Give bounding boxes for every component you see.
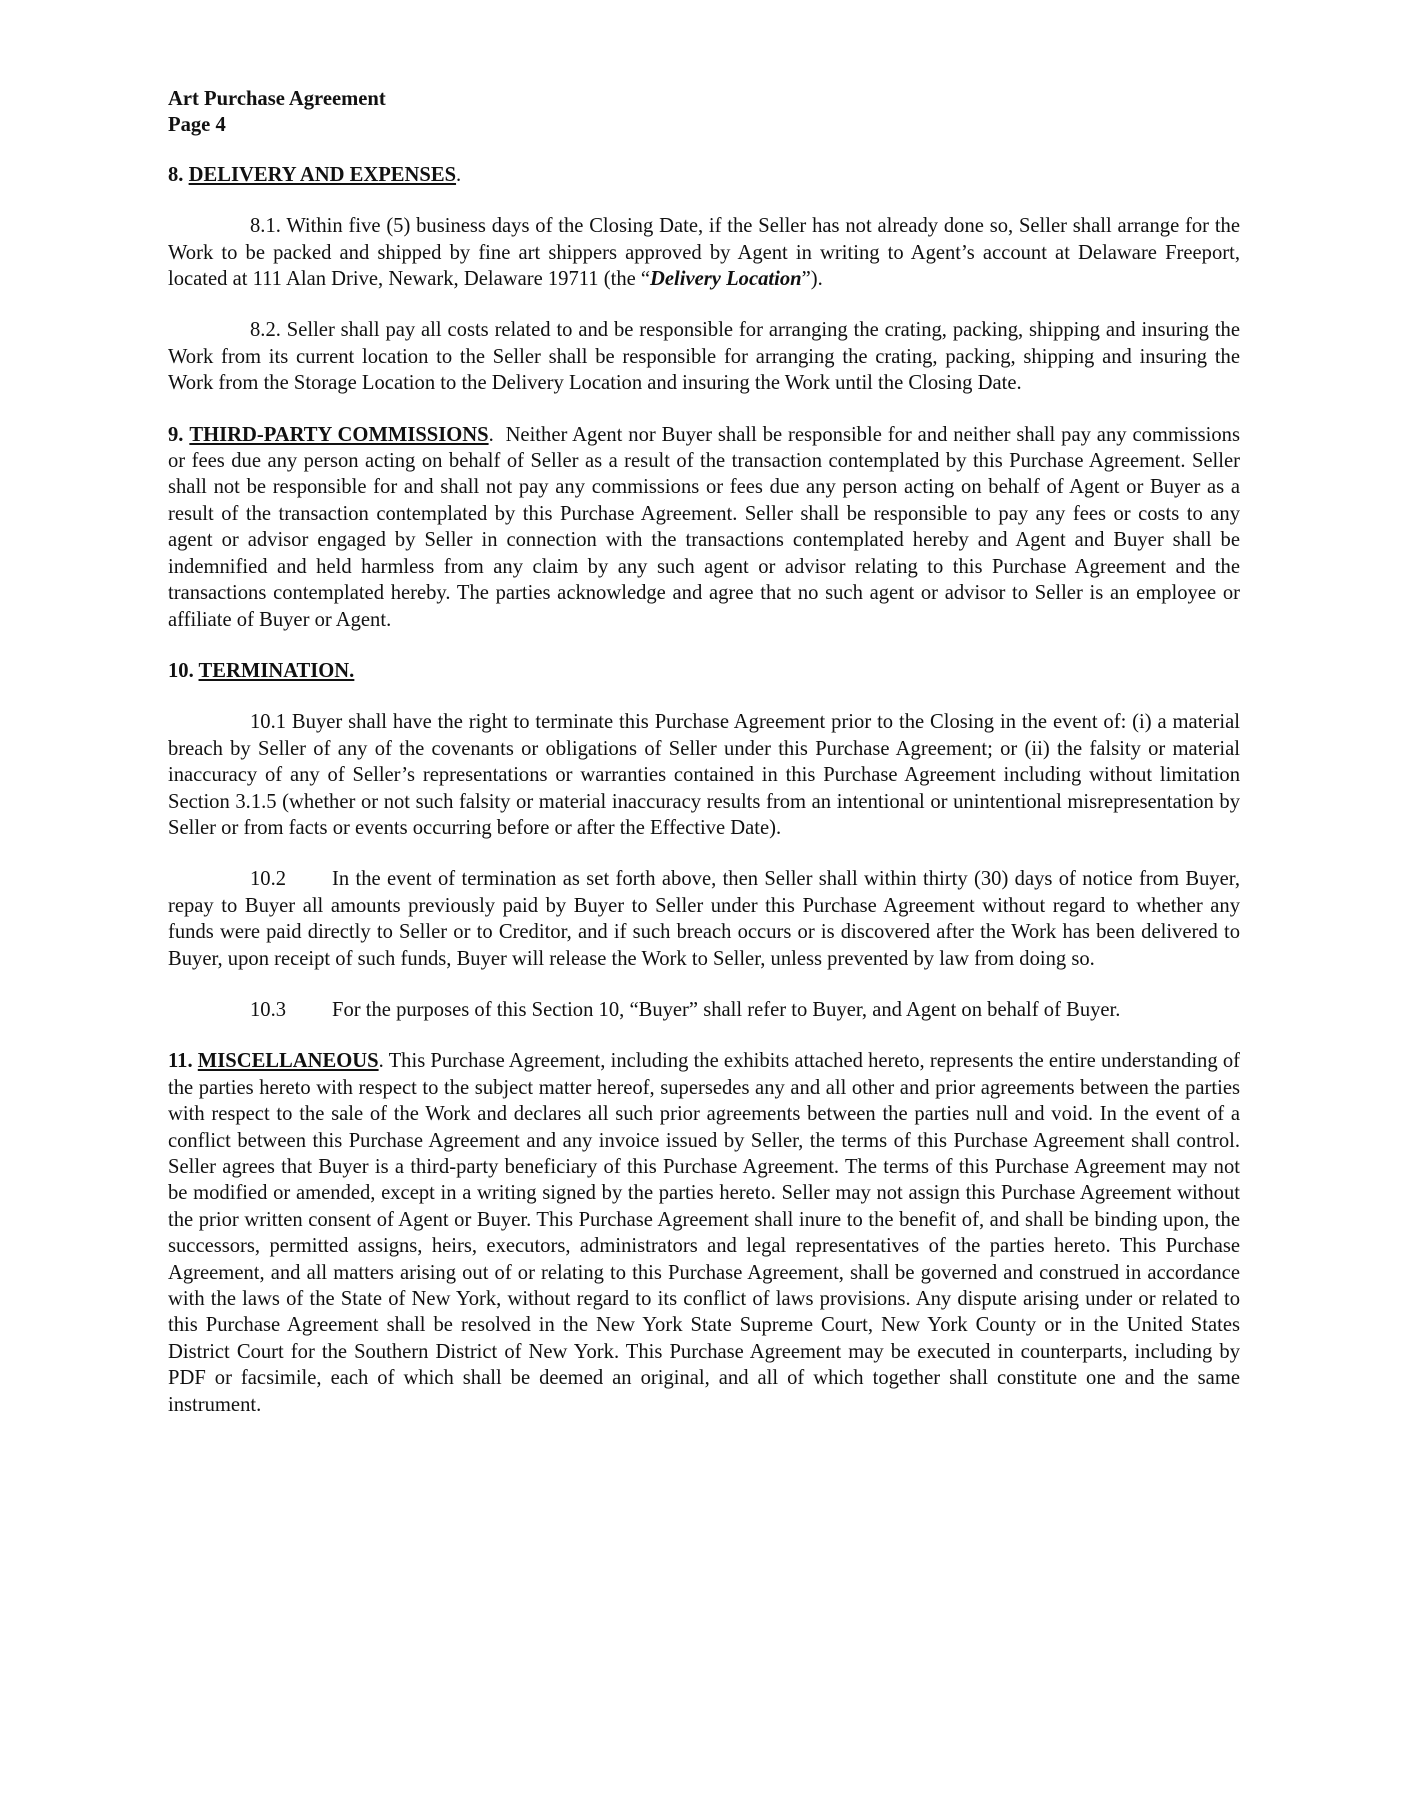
paragraph-8-1-end: ”). [801,268,823,291]
paragraph-10-2-number: 10.2 [250,868,287,891]
section-11 [168,1048,1240,1418]
section-10-number: 10. [168,659,194,682]
section-11-body: This Purchase Agreement, including the exhibits attached hereto, represents the entire understanding of the parties hereto with respect to the subject matter hereof, supersedes any and all other and prior agreements between the parties with respect to the sale of the Work and declares all such prior agreements between the parties null and void. In the event of a conflict between this Purchase Agreement and any invoice issued by Seller, the terms of this Purchase Agreement shall control. Seller agrees that Buyer is a third-party beneficiary of this Purchase Agreement. The terms of this Purchase Agreement may not be modified or amended, except in a writing signed by the parties hereto. Seller may not assign this Purchase Agreement without the prior written consent of Agent or Buyer. This Purchase Agreement shall inure to the benefit of, and shall be binding upon, the successors, permitted assigns, heirs, executors, administrators and legal representatives of the parties hereto. This Purchase Agreement, and all matters arising out of or relating to this Purchase Agreement, shall be governed and construed in accordance with the laws of the State of New York, without regard to its conflict of laws provisions. Any dispute arising under or related to this Purchase Agreement shall be resolved in the New York State Supreme Court, New York County or in the United States District Court for the Southern District of New York. This Purchase Agreement may be executed in counterparts, including by PDF or facsimile, each of which shall be deemed an original, and all of which together shall constitute one and the same instrument. [168,1050,1240,1416]
section-9-number: 9. [168,423,184,446]
section-11-number: 11. [168,1050,193,1073]
section-11-title-period: . [378,1050,384,1073]
page-number: Page 4 [168,114,226,137]
paragraph-10-2-text: In the event of termination as set forth above, then Seller shall within thirty (30) days of notice from Buyer, repay to Buyer all amounts previously paid by Buyer to Seller under this Purchase Agreement without regard to whether any funds were paid directly to Seller or to Creditor, and if such breach occurs or is discovered after the Work has been delivered to Buyer, upon receipt of such funds, Buyer will release the Work to Seller, unless prevented by law from doing so. [168,868,1240,970]
section-10-title: TERMINATION. [198,659,355,682]
section-9-body: Neither Agent nor Buyer shall be responsible for and neither shall pay any commissions or fees due any person acting on behalf of Seller as a result of the transaction contemplated by this Purchase Agreement. Seller shall not be responsible for and shall not pay any commissions or fees due any person acting on behalf of Agent or Buyer as a result of the transaction contemplated by this Purchase Agreement. Seller shall be responsible to pay any fees or costs to any agent or advisor engaged by Seller in connection with the transactions contemplated hereby and Agent and Buyer shall be indemnified and held harmless from any claim by any such agent or advisor relating to this Purchase Agreement and the transactions contemplated hereby. The parties acknowledge and agree that no such agent or advisor to Seller is an employee or affiliate of Buyer or Agent. [168,423,1240,631]
section-10-heading [168,658,1240,684]
paragraph-10-3-number: 10.3 [250,998,287,1021]
section-11-title: MISCELLANEOUS [197,1050,379,1073]
paragraph-8-1 [168,213,1240,292]
paragraph-10-2 [168,866,1240,972]
section-9 [168,422,1240,633]
section-8-title: DELIVERY AND EXPENSES [188,163,457,186]
section-8-number: 8. [168,163,184,186]
paragraph-10-3 [168,997,1240,1023]
document-title: Art Purchase Agreement [168,88,386,110]
paragraph-8-2: 8.2. Seller shall pay all costs related to and be responsible for arranging the crating, packing, shipping and insuring the Work from its current location to the Seller shall be responsible for arranging the crating, packing, shipping and insuring the Work from the Storage Location to the Delivery Location and insuring the Work until the Closing Date. [168,319,1240,395]
paragraph-10-1: 10.1 Buyer shall have the right to terminate this Purchase Agreement prior to the Closing in the event of: (i) a material breach by Seller of any of the covenants or obligations of Seller under this Purchase Agreement; or (ii) the falsity or material inaccuracy of any of Seller’s representations or warranties contained in this Purchase Agreement including without limitation Section 3.1.5 (whether or not such falsity or material inaccuracy results from an intentional or unintentional misrepresentation by Seller or from facts or events occurring before or after the Effective Date). [168,711,1240,839]
section-8-heading [168,162,1240,188]
section-8-title-period: . [456,163,462,186]
section-9-title-period: . [488,423,494,446]
paragraph-8-1-text: 8.1. Within five (5) business days of the Closing Date, if the Seller has not already done so, Seller shall arrange for the Work to be packed and shipped by fine art shippers approved by Agent in writing to Agent’s account at Delaware Freeport, located at 111 Alan Drive, Newark, Delaware 19711 (the “ [168,215,1240,291]
document-page [168,86,1240,1418]
defined-term-delivery-location: Delivery Location [650,268,802,291]
paragraph-10-3-text: For the purposes of this Section 10, “Buyer” shall refer to Buyer, and Agent on behalf of Buyer. [332,998,1121,1021]
section-9-title: THIRD-PARTY COMMISSIONS [189,423,489,446]
